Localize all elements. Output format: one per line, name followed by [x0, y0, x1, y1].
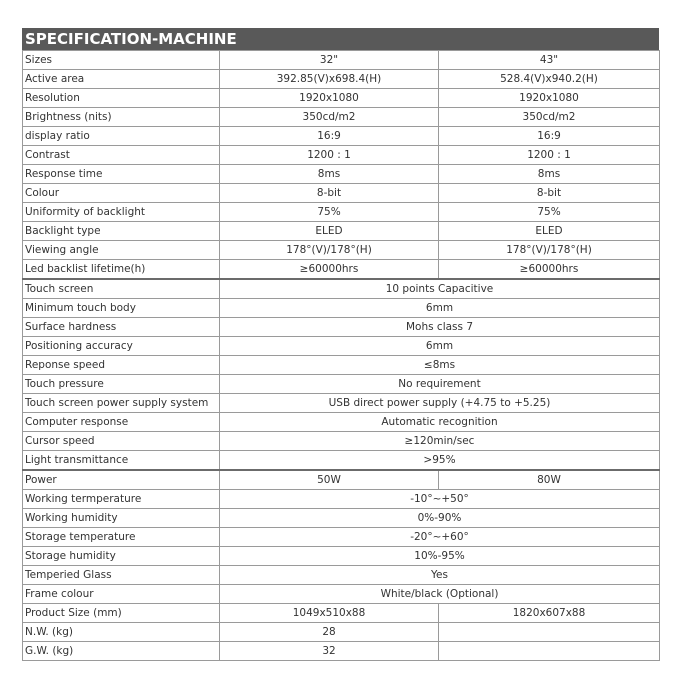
spec-label: Led backlist lifetime(h)	[23, 260, 220, 280]
spec-value: 0%-90%	[220, 509, 660, 528]
spec-label: Viewing angle	[23, 241, 220, 260]
spec-value-32in: 350cd/m2	[220, 108, 439, 127]
spec-label: Storage humidity	[23, 547, 220, 566]
spec-value-32in: 32	[220, 642, 439, 661]
spec-value: USB direct power supply (+4.75 to +5.25)	[220, 394, 660, 413]
spec-row	[23, 70, 660, 89]
spec-value: -20°~+60°	[220, 528, 660, 547]
spec-label: Uniformity of backlight	[23, 203, 220, 222]
spec-value-32in: 16:9	[220, 127, 439, 146]
spec-value-32in: 8ms	[220, 165, 439, 184]
spec-value: Automatic recognition	[220, 413, 660, 432]
spec-value-32in: ELED	[220, 222, 439, 241]
spec-value-32in: 1920x1080	[220, 89, 439, 108]
spec-value: 10%-95%	[220, 547, 660, 566]
spec-row	[23, 451, 660, 471]
spec-value-43in: 1820x607x88	[439, 604, 660, 623]
spec-label: N.W. (kg)	[23, 623, 220, 642]
spec-row	[23, 203, 660, 222]
spec-value-32in: 178°(V)/178°(H)	[220, 241, 439, 260]
spec-row	[23, 89, 660, 108]
spec-label: Working termperature	[23, 490, 220, 509]
spec-value-32in: 75%	[220, 203, 439, 222]
spec-row	[23, 375, 660, 394]
spec-value-43in: ELED	[439, 222, 660, 241]
spec-value-32in: ≥60000hrs	[220, 260, 439, 280]
spec-value: 6mm	[220, 299, 660, 318]
spec-value-32in: 28	[220, 623, 439, 642]
spec-value-43in: 75%	[439, 203, 660, 222]
spec-row	[23, 260, 660, 280]
spec-title: SPECIFICATION-MACHINE	[22, 28, 659, 50]
spec-row	[23, 318, 660, 337]
spec-row	[23, 394, 660, 413]
spec-row	[23, 623, 660, 642]
spec-row	[23, 222, 660, 241]
spec-label: Touch screen	[23, 279, 220, 299]
spec-value-43in: 178°(V)/178°(H)	[439, 241, 660, 260]
spec-label: Active area	[23, 70, 220, 89]
spec-value-43in: 8ms	[439, 165, 660, 184]
spec-row	[23, 432, 660, 451]
spec-row	[23, 51, 660, 70]
spec-label: Reponse speed	[23, 356, 220, 375]
spec-value-32in: 392.85(V)x698.4(H)	[220, 70, 439, 89]
spec-table-body	[23, 51, 660, 661]
spec-value-43in: 528.4(V)x940.2(H)	[439, 70, 660, 89]
spec-value-43in: 1200 : 1	[439, 146, 660, 165]
spec-row	[23, 509, 660, 528]
spec-row	[23, 184, 660, 203]
spec-value: 6mm	[220, 337, 660, 356]
spec-label: Colour	[23, 184, 220, 203]
spec-label: Resolution	[23, 89, 220, 108]
spec-row	[23, 146, 660, 165]
spec-label: Backlight type	[23, 222, 220, 241]
spec-row	[23, 241, 660, 260]
spec-value-32in: 1049x510x88	[220, 604, 439, 623]
spec-value-32in: 8-bit	[220, 184, 439, 203]
spec-label: Brightness (nits)	[23, 108, 220, 127]
spec-label: Light transmittance	[23, 451, 220, 471]
spec-value: No requirement	[220, 375, 660, 394]
spec-label: Response time	[23, 165, 220, 184]
spec-value-32in: 1200 : 1	[220, 146, 439, 165]
spec-value-43in: ≥60000hrs	[439, 260, 660, 280]
spec-sheet	[22, 28, 659, 661]
spec-row	[23, 127, 660, 146]
spec-value-43in: 350cd/m2	[439, 108, 660, 127]
spec-label: Power	[23, 470, 220, 490]
spec-row	[23, 470, 660, 490]
spec-value-43in: 80W	[439, 470, 660, 490]
spec-value: >95%	[220, 451, 660, 471]
spec-row	[23, 337, 660, 356]
spec-row	[23, 356, 660, 375]
spec-label: Touch screen power supply system	[23, 394, 220, 413]
spec-value: 10 points Capacitive	[220, 279, 660, 299]
spec-table	[22, 50, 660, 661]
spec-label: Surface hardness	[23, 318, 220, 337]
spec-value: White/black (Optional)	[220, 585, 660, 604]
spec-row	[23, 165, 660, 184]
spec-value-43in: 8-bit	[439, 184, 660, 203]
spec-row	[23, 642, 660, 661]
spec-row	[23, 108, 660, 127]
spec-label: Touch pressure	[23, 375, 220, 394]
spec-label: Minimum touch body	[23, 299, 220, 318]
spec-row	[23, 279, 660, 299]
spec-row	[23, 528, 660, 547]
spec-row	[23, 585, 660, 604]
spec-row	[23, 547, 660, 566]
spec-label: Contrast	[23, 146, 220, 165]
spec-value-43in: 1920x1080	[439, 89, 660, 108]
spec-label: Temperied Glass	[23, 566, 220, 585]
spec-value: ≤8ms	[220, 356, 660, 375]
spec-value-43in	[439, 642, 660, 661]
spec-value: Mohs class 7	[220, 318, 660, 337]
spec-value: Yes	[220, 566, 660, 585]
spec-label: Cursor speed	[23, 432, 220, 451]
spec-label: G.W. (kg)	[23, 642, 220, 661]
spec-label: Frame colour	[23, 585, 220, 604]
spec-value-43in: 16:9	[439, 127, 660, 146]
spec-value: ≥120min/sec	[220, 432, 660, 451]
spec-label: Positioning accuracy	[23, 337, 220, 356]
spec-row	[23, 490, 660, 509]
spec-label: Sizes	[23, 51, 220, 70]
spec-row	[23, 299, 660, 318]
spec-value: -10°~+50°	[220, 490, 660, 509]
spec-label: Working humidity	[23, 509, 220, 528]
spec-label: Computer response	[23, 413, 220, 432]
spec-row	[23, 566, 660, 585]
spec-label: display ratio	[23, 127, 220, 146]
spec-row	[23, 604, 660, 623]
spec-row	[23, 413, 660, 432]
spec-value-32in: 50W	[220, 470, 439, 490]
spec-value-43in	[439, 623, 660, 642]
spec-value-43in: 43"	[439, 51, 660, 70]
spec-value-32in: 32"	[220, 51, 439, 70]
spec-label: Storage temperature	[23, 528, 220, 547]
spec-label: Product Size (mm)	[23, 604, 220, 623]
